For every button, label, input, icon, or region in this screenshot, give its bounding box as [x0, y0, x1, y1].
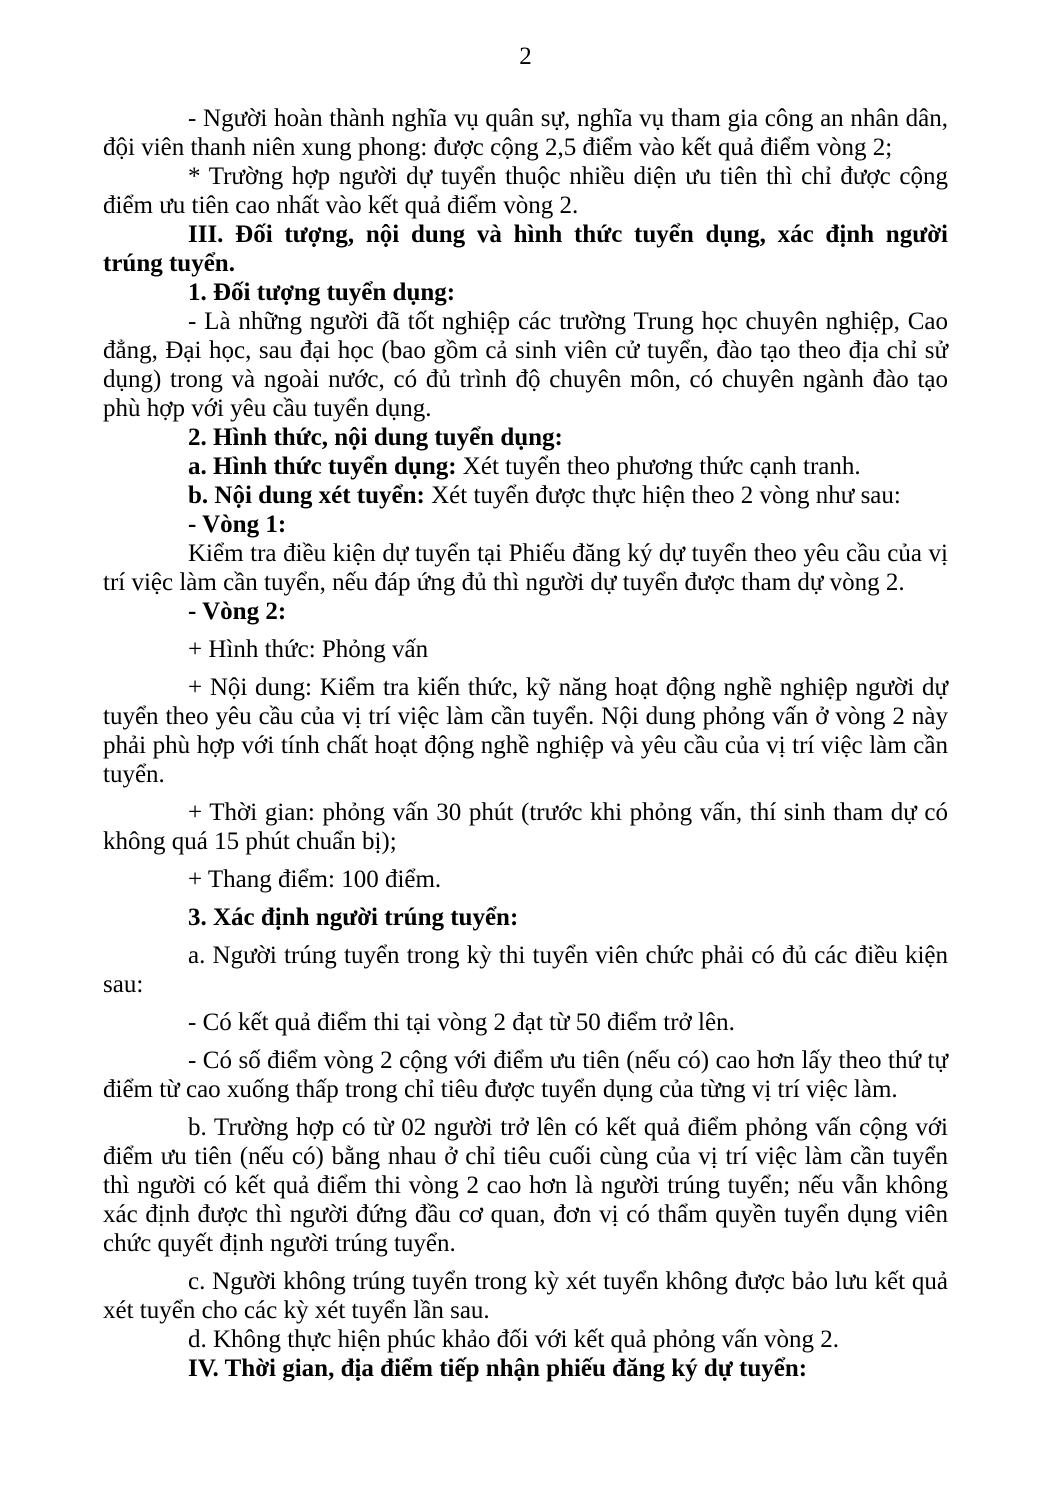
paragraph: [103, 941, 948, 999]
paragraph: [103, 1354, 948, 1383]
paragraph: [103, 1325, 948, 1354]
paragraph-text: + Thời gian: phỏng vấn 30 phút (trước khi phỏng vấn, thí sinh tham dự có không quá 15 phút chuẩn bị);: [103, 799, 948, 855]
paragraph-text: Xét tuyển theo phương thức cạnh tranh.: [456, 453, 861, 480]
paragraph-text: + Hình thức: Phỏng vấn: [188, 636, 429, 663]
paragraph: [103, 635, 948, 664]
paragraph-bold-text: a. Hình thức tuyển dụng:: [188, 453, 457, 480]
paragraph: [103, 220, 948, 278]
paragraph-text: + Nội dung: Kiểm tra kiến thức, kỹ năng hoạt động nghề nghiệp người dự tuyển theo yêu cầu của vị trí việc làm cần tuyển. Nội dung phỏng vấn ở vòng 2 này phải phù hợp với tính chất hoạt động nghề nghiệp và yêu cầu của vị trí việc làm cần tuyển.: [103, 674, 948, 788]
paragraph-text: + Thang điểm: 100 điểm.: [188, 866, 442, 893]
paragraph-bold-text: b. Nội dung xét tuyển:: [188, 482, 425, 509]
paragraph: [103, 1267, 948, 1325]
paragraph: [103, 798, 948, 856]
paragraph-bold-text: - Vòng 1:: [188, 511, 287, 538]
paragraph: [103, 510, 948, 539]
paragraph-text: c. Người không trúng tuyển trong kỳ xét tuyển không được bảo lưu kết quả xét tuyển cho các kỳ xét tuyển lần sau.: [103, 1268, 948, 1324]
paragraph: [103, 1113, 948, 1258]
paragraph-bold-text: III. Đối tượng, nội dung và hình thức tuyển dụng, xác định người trúng tuyển.: [103, 221, 948, 277]
paragraph: [103, 307, 948, 423]
paragraph-text: - Là những người đã tốt nghiệp các trường Trung học chuyên nghiệp, Cao đẳng, Đại học, sau đại học (bao gồm cả sinh viên cử tuyển, đào tạo theo địa chỉ sử dụng) trong và ngoài nước, có đủ trình độ chuyên môn, có chuyên ngành đào tạo phù hợp với yêu cầu tuyển dụng.: [103, 308, 948, 422]
paragraph-text: * Trường hợp người dự tuyển thuộc nhiều diện ưu tiên thì chỉ được cộng điểm ưu tiên cao nhất vào kết quả điểm vòng 2.: [103, 163, 948, 219]
paragraph: [103, 1046, 948, 1104]
paragraph: [103, 423, 948, 452]
page-number: 2: [519, 43, 532, 70]
paragraph: [103, 104, 948, 162]
paragraph: [103, 673, 948, 789]
paragraph: [103, 597, 948, 626]
paragraph-text: Kiểm tra điều kiện dự tuyển tại Phiếu đăng ký dự tuyển theo yêu cầu của vị trí việc làm cần tuyển, nếu đáp ứng đủ thì người dự tuyển được tham dự vòng 2.: [103, 540, 948, 596]
paragraph-text: b. Trường hợp có từ 02 người trở lên có kết quả điểm phỏng vấn cộng với điểm ưu tiên (nếu có) bằng nhau ở chỉ tiêu cuối cùng của vị trí việc làm cần tuyển thì người có kết quả điểm thi vòng 2 cao hơn là người trúng tuyển; nếu vẫn không xác định được thì người đứng đầu cơ quan, đơn vị có thẩm quyền tuyển dụng viên chức quyết định người trúng tuyển.: [103, 1114, 948, 1257]
paragraph: [103, 539, 948, 597]
paragraph-text: a. Người trúng tuyển trong kỳ thi tuyển viên chức phải có đủ các điều kiện sau:: [103, 942, 948, 998]
paragraph: [103, 903, 948, 932]
paragraph-bold-text: IV. Thời gian, địa điểm tiếp nhận phiếu đăng ký dự tuyển:: [188, 1355, 808, 1382]
paragraph: [103, 865, 948, 894]
paragraph-bold-text: 3. Xác định người trúng tuyển:: [188, 904, 519, 931]
paragraph-bold-text: 2. Hình thức, nội dung tuyển dụng:: [188, 424, 563, 451]
paragraph: [103, 1008, 948, 1037]
paragraph-bold-text: - Vòng 2:: [188, 598, 287, 625]
document-body: [103, 104, 948, 1383]
paragraph: [103, 452, 948, 481]
paragraph-text: - Người hoàn thành nghĩa vụ quân sự, nghĩa vụ tham gia công an nhân dân, đội viên thanh niên xung phong: được cộng 2,5 điểm vào kết quả điểm vòng 2;: [103, 105, 948, 161]
paragraph-text: Xét tuyển được thực hiện theo 2 vòng như sau:: [424, 482, 901, 509]
paragraph-text: - Có số điểm vòng 2 cộng với điểm ưu tiên (nếu có) cao hơn lấy theo thứ tự điểm từ cao xuống thấp trong chỉ tiêu được tuyển dụng của từng vị trí việc làm.: [103, 1047, 948, 1103]
paragraph-bold-text: 1. Đối tượng tuyển dụng:: [188, 279, 456, 306]
paragraph: [103, 481, 948, 510]
paragraph: [103, 162, 948, 220]
paragraph: [103, 278, 948, 307]
paragraph-text: - Có kết quả điểm thi tại vòng 2 đạt từ 50 điểm trở lên.: [188, 1009, 735, 1036]
paragraph-text: d. Không thực hiện phúc khảo đối với kết quả phỏng vấn vòng 2.: [188, 1326, 839, 1353]
